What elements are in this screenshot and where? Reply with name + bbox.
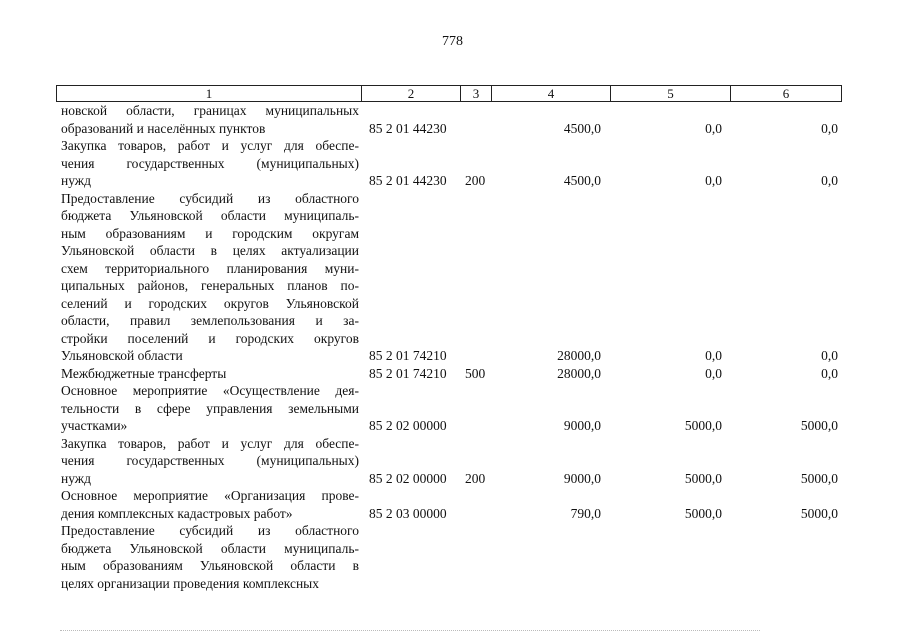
description-line: области, правил землепользования и за- [61, 313, 359, 328]
description-line: стройки поселений и городских округов [61, 330, 359, 346]
value-col-5: 5000,0 [684, 505, 722, 521]
table-row [0, 382, 905, 435]
value-col-6: 0,0 [821, 365, 838, 381]
expense-type: 200 [465, 470, 486, 486]
value-col-5: 5000,0 [684, 418, 722, 433]
row-description [61, 190, 359, 365]
value-col-4: 790,0 [570, 505, 601, 521]
table-row [0, 435, 905, 488]
value-col-4: 4500,0 [563, 120, 601, 136]
description-line: ципальных районов, генеральных планов по- [61, 278, 359, 293]
row-description [61, 102, 359, 137]
description-line: чения государственных (муниципальных) [61, 155, 359, 171]
value-col-5: 5000,0 [684, 470, 722, 486]
value-col-6: 0,0 [821, 173, 838, 188]
description-line: бюджета Ульяновской области муниципаль- [61, 540, 359, 556]
description-line: Межбюджетные трансферты [61, 365, 227, 381]
budget-code: 85 2 02 00000 [369, 418, 447, 433]
table-body [0, 102, 905, 592]
description-line: Предоставление субсидий из областного [61, 190, 359, 206]
description-line: ным образованиям и городским округам [61, 225, 359, 241]
row-description [61, 365, 359, 383]
scan-artifact-line [60, 630, 760, 632]
value-col-5: 0,0 [705, 173, 722, 188]
value-col-5: 0,0 [705, 120, 722, 136]
budget-code: 85 2 01 44230 [369, 173, 447, 188]
table-row [0, 522, 905, 592]
row-description [61, 137, 359, 190]
description-line: схем территориального планирования муни- [61, 260, 359, 276]
description-line: селений и городских округов Ульяновской [61, 295, 359, 311]
page-number: 778 [442, 34, 463, 49]
table-row [0, 365, 905, 383]
table-header-row [56, 85, 842, 102]
budget-code: 85 2 01 44230 [369, 120, 447, 136]
description-line: Основное мероприятие «Организация прове- [61, 488, 359, 503]
description-line: целях организации проведения комплексных [61, 575, 319, 591]
value-col-6: 0,0 [821, 348, 838, 363]
table-row [0, 102, 905, 137]
description-line: чения государственных (муниципальных) [61, 453, 359, 468]
row-description [61, 382, 359, 435]
value-col-5: 0,0 [705, 348, 722, 363]
table-row [0, 137, 905, 190]
header-col-1: 1 [57, 86, 362, 101]
table-row [0, 190, 905, 365]
description-line: новской области, границах муниципальных [61, 103, 359, 118]
value-col-4: 28000,0 [557, 365, 601, 381]
description-line: Предоставление субсидий из областного [61, 523, 359, 538]
description-line: тельности в сфере управления земельными [61, 400, 359, 416]
description-line: бюджета Ульяновской области муниципаль- [61, 208, 359, 223]
header-col-6: 6 [782, 86, 790, 101]
description-line: ным образованиям Ульяновской области в [61, 558, 359, 573]
value-col-5: 0,0 [705, 365, 722, 381]
value-col-6: 5000,0 [800, 418, 838, 433]
value-col-6: 5000,0 [800, 470, 838, 486]
row-description [61, 522, 359, 592]
budget-code: 85 2 01 74210 [369, 348, 447, 363]
value-col-4: 9000,0 [563, 470, 601, 486]
header-col-2: 2 [362, 86, 461, 101]
description-line: участками» [61, 418, 128, 433]
value-col-4: 28000,0 [557, 348, 601, 363]
description-line: образований и населённых пунктов [61, 120, 266, 136]
description-line: нужд [61, 470, 91, 486]
expense-type: 200 [465, 173, 486, 188]
header-col-4: 4 [492, 86, 611, 101]
description-line: Закупка товаров, работ и услуг для обеспе- [61, 435, 359, 451]
table-row [0, 487, 905, 522]
row-description [61, 435, 359, 488]
description-line: Ульяновской области в целях актуализации [61, 243, 359, 258]
budget-code: 85 2 02 00000 [369, 470, 447, 486]
value-col-6: 0,0 [821, 120, 838, 136]
expense-type: 500 [465, 365, 486, 381]
description-line: Закупка товаров, работ и услуг для обеспе- [61, 138, 359, 153]
header-col-3: 3 [461, 86, 492, 101]
description-line: дения комплексных кадастровых работ» [61, 505, 293, 521]
description-line: Ульяновской области [61, 348, 183, 363]
budget-code: 85 2 01 74210 [369, 365, 447, 381]
value-col-4: 4500,0 [563, 173, 601, 188]
budget-code: 85 2 03 00000 [369, 505, 447, 521]
value-col-6: 5000,0 [800, 505, 838, 521]
row-description [61, 487, 359, 522]
value-col-4: 9000,0 [563, 418, 601, 433]
header-col-5: 5 [611, 86, 731, 101]
description-line: Основное мероприятие «Осуществление дея- [61, 383, 359, 398]
description-line: нужд [61, 173, 91, 188]
